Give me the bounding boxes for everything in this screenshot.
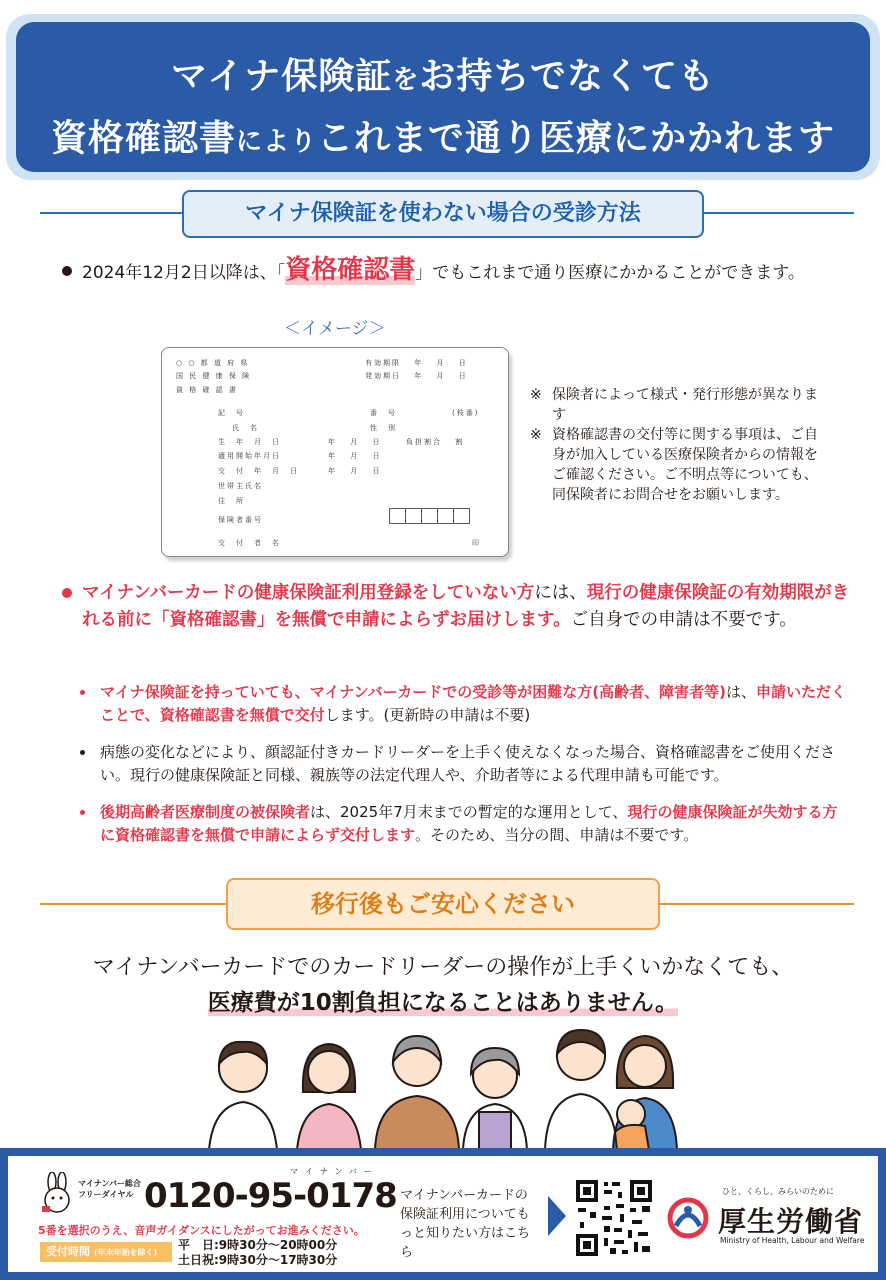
hotline-label: マイナンバー総合 フリーダイヤル — [78, 1179, 141, 1199]
sub-paragraph-card-reader: 病態の変化などにより、顔認証付きカードリーダーを上手く使えなくなった場合、資格確認書をご使用ください。現行の健康保険証と同様、親族等の法定代理人や、介助者等による代理申請も可能です。 — [100, 743, 836, 784]
phone-ruby: マイナンバー — [290, 1167, 379, 1176]
sub-bullet-icon — [80, 690, 85, 695]
footer-panel — [8, 1156, 878, 1272]
hours-info: 平 日:9時30分～20時00分 土日祝:9時30分～17時30分 — [178, 1238, 338, 1267]
closing-line-1: マイナンバーカードでのカードリーダーの操作が上手くいかなくても、 — [92, 955, 794, 980]
closing-line-2: 医療費が10割負担になることはありません。 — [207, 990, 679, 1016]
sub-paragraph-difficult-users: マイナ保険証を持っていても、マイナンバーカードでの受診等が困難な方(高齢者、障害者等)は、申請いただくことで、資格確認書を無償で交付します。(更新時の申請は不要) — [100, 683, 847, 724]
insurer-number-boxes — [390, 508, 470, 524]
more-info-text: マイナンバーカードの保険証利用についてもっと知りたい方はこちら — [400, 1188, 531, 1260]
header-line-1: マイナ保険証をお持ちでなくても — [171, 56, 715, 97]
section-divider-right — [704, 212, 854, 214]
arrow-right-icon — [548, 1196, 566, 1236]
section-heading-consultation: マイナ保険証を使わない場合の受診方法 — [182, 190, 704, 238]
qr-code[interactable] — [574, 1178, 654, 1258]
sub-paragraph-late-elderly: 後期高齢者医療制度の被保険者は、2025年7月末までの暫定的な運用として、現行の健康保険証が失効する方に資格確認書を無償で申請によらず交付します。そのため、当分の間、申請は不要です。 — [100, 803, 838, 844]
phone-number[interactable]: 0120-95-0178 — [144, 1176, 397, 1216]
sub-bullet-icon — [80, 810, 85, 815]
note-item: ※ 保険者によって様式・発行形態が異なります — [530, 387, 818, 423]
ministry-tagline: ひと、くらし、みらいのために — [722, 1187, 834, 1196]
section-divider-right — [660, 903, 854, 905]
note-item: ※ 資格確認書の交付等に関する事項は、ご自身が加入している医療保険者からの情報をご確認ください。ご不明点等についても、同保険者にお問合せをお願いします。 — [530, 427, 818, 503]
header-banner — [16, 22, 870, 172]
certificate-sample-card: ○ ○ 都 道 府 県 国 民 健 康 保 険 資 格 確 認 書 有効期限 年 月 日 発効期日 年 月 日 記 号 番 号 (枝番) 氏 名 性 別 生 年 月 日 年 月 日 負担割合 割 適用開始年月日 年 月 日 交 付 年 月 日 年 月 日 世帯主氏名 住 所 保険者番号 交 付 者 名 印 — [161, 347, 509, 557]
paragraph-auto-delivery: マイナンバーカードの健康保険証利用登録をしていない方には、現行の健康保険証の有効期限がきれる前に「資格確認書」を無償で申請によらずお届けします。ご自身での申請は不要です。 — [82, 583, 850, 630]
notes-list — [530, 385, 830, 505]
ministry-logo-icon — [666, 1196, 710, 1240]
image-caption: ＜イメージ＞ — [284, 319, 386, 339]
paragraph-from-dec-2024: 2024年12月2日以降は、「資格確認書」でもこれまで通り医療にかかることができます。 — [82, 255, 805, 285]
mascot-rabbit-icon — [38, 1172, 74, 1220]
hours-label: 受付時間 (年末年始を除く) — [40, 1242, 172, 1262]
bullet-icon — [62, 266, 72, 276]
footer-bar — [0, 1148, 886, 1280]
phone-guide: 5番を選択のうえ、音声ガイダンスにしたがってお進みください。 — [38, 1224, 365, 1237]
ministry-english-name: Ministry of Health, Labour and Welfare — [720, 1236, 865, 1245]
section-divider-left — [40, 212, 182, 214]
bullet-icon-red — [62, 588, 72, 598]
sub-bullet-icon — [80, 750, 85, 755]
header-line-2: 資格確認書によりこれまで通り医療にかかれます — [50, 118, 836, 159]
section-heading-reassurance: 移行後もご安心ください — [226, 878, 660, 930]
section-divider-left — [40, 903, 226, 905]
people-illustration — [205, 1022, 685, 1150]
ministry-name: 厚生労働省 — [718, 1205, 864, 1238]
